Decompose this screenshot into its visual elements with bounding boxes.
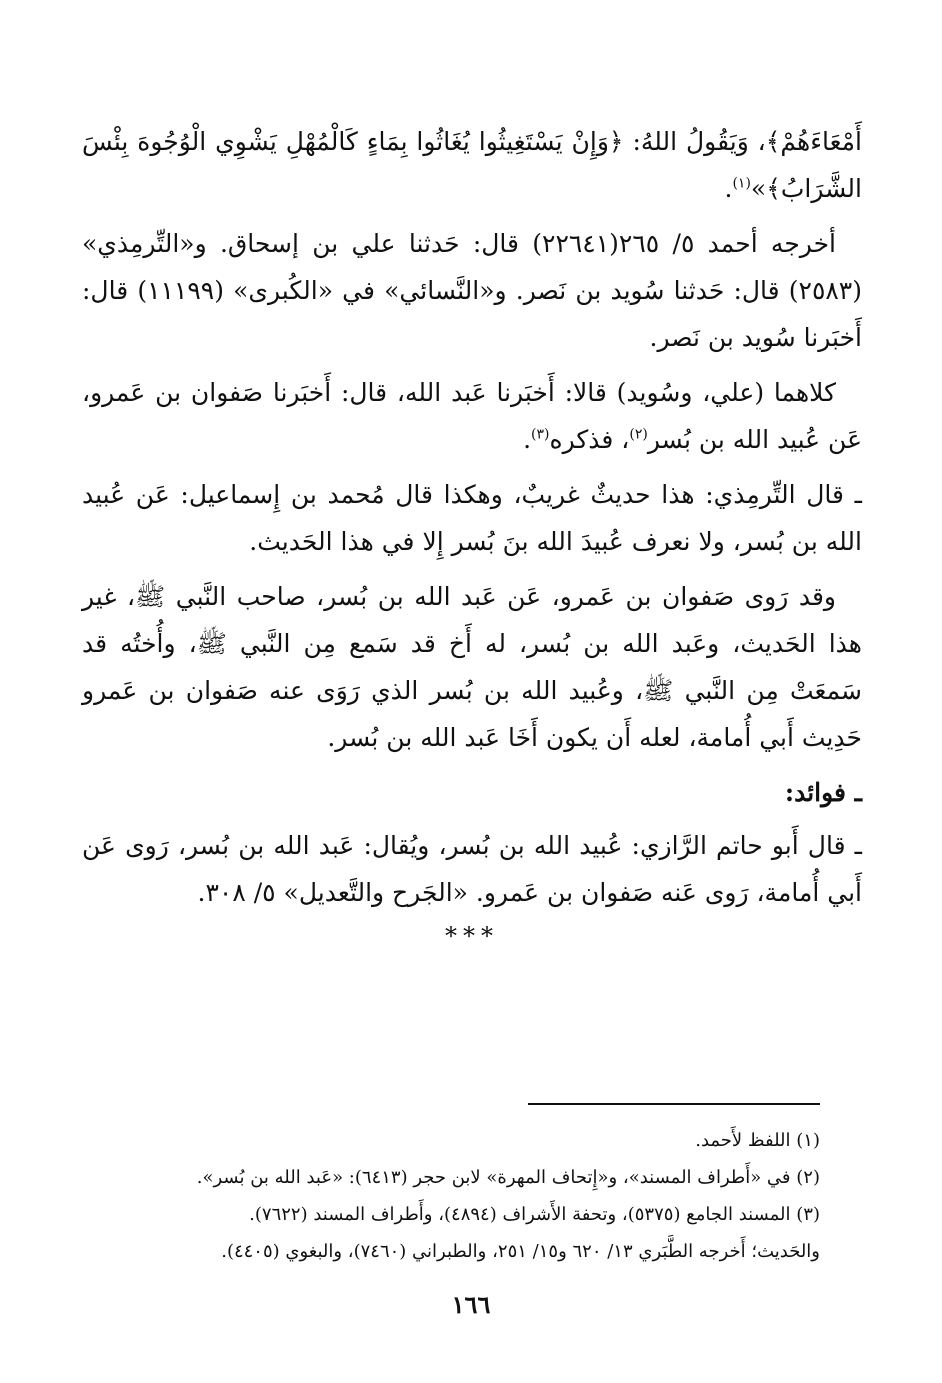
footnote-divider: [528, 1103, 820, 1105]
footnote-marker-3: (٣): [531, 426, 550, 443]
paragraph-3-text-a: كلاهما (علي، وسُويد) قالا: أَخبَرنا عَبد الله، قال: أَخبَرنا صَفوان بن عَمرو، عَن عُبيد الله بن بُسر: [82, 378, 862, 454]
page-number: ١٦٦: [451, 1290, 491, 1319]
footnote-marker-2: (٢): [629, 426, 648, 443]
section-heading-benefits: ـ فوائد:: [784, 778, 862, 807]
paragraph-quran-quote: أَمْعَاءَهُمْ﴾، وَيَقُولُ اللهُ: ﴿وَإِنْ يَسْتَغِيثُوا يُغَاثُوا بِمَاءٍ كَالْمُهْلِ يَشْوِي الْوُجُوهَ بِئْسَ الشَّرَابُ﴾»$^{(١)}$.: [82, 127, 862, 203]
paragraph-narration-notes: وقد رَوى صَفوان بن عَمرو، عَن عَبد الله بن بُسر، صاحب النَّبي ﷺ، غير هذا الحَديث، وعَبد الله بن بُسر، له أَخ قد سَمع مِن النَّبي ﷺ، وأُختُه قد سَمعَتْ مِن النَّبي ﷺ، وعُبيد الله بن بُسر الذي رَوَى عنه صَفوان بن عَمرو حَدِيث أَبي أُمامة، لعله أَن يكون أَخَا عَبد الله بن بُسر.: [82, 582, 862, 752]
paragraph-abu-hatim: ـ قال أَبو حاتم الرَّازي: عُبيد الله بن بُسر، ويُقال: عَبد الله بن بُسر، رَوى عَن أَبي أُمامة، رَوى عَنه صَفوان بن عَمرو. «الجَرح والتَّعديل» ٥/ ٣٠٨.: [82, 831, 862, 907]
footnote-3: (٣) المسند الجامع (٥٣٧٥)، وتحفة الأَشراف (٤٨٩٤)، وأَطراف المسند (٧٦٢٢).: [249, 1204, 820, 1225]
section-separator-stars: ***: [445, 922, 499, 950]
paragraph-chain: [82, 369, 862, 463]
paragraph-tirmidhi-comment: ـ قال التِّرمِذي: هذا حديثٌ غريبٌ، وهكذا قال مُحمد بن إِسماعيل: عَن عُبيد الله بن بُسر، ولا نعرف عُبيدَ الله بنَ بُسر إِلا في هذا الحَديث.: [82, 480, 862, 556]
footnote-marker-1: (١): [732, 175, 751, 192]
paragraph-3-text-b: ، فذكره: [549, 425, 630, 454]
footnote-2: (٢) في «أَطراف المسند»، و«إِتحاف المهرة» لابن حجر (٦٤١٣): «عَبد الله بن بُسر».: [196, 1167, 820, 1188]
paragraph-1-text: أَمْعَاءَهُمْ﴾، وَيَقُولُ اللهُ: ﴿وَإِنْ يَسْتَغِيثُوا يُغَاثُوا بِمَاءٍ كَالْمُهْلِ يَشْوِي الْوُجُوهَ بِئْسَ الشَّرَابُ﴾»: [82, 127, 862, 203]
footnotes: [100, 1122, 820, 1270]
footnote-3-continuation: والحَديث؛ أَخرجه الطَّبَري ١٣/ ٦٢٠ و١٥/ ٢٥١، والطبراني (٧٤٦٠)، والبغوي (٤٤٠٥).: [221, 1241, 820, 1262]
paragraph-3-text-c: .: [523, 425, 532, 454]
paragraph-takhrij: أخرجه أحمد ٥/ ٢٦٥(٢٢٦٤١) قال: حَدثنا علي بن إسحاق. و«التِّرمِذي» (٢٥٨٣) قال: حَدثنا سُويد بن نَصر. و«النَّسائي» في «الكُبرى» (١١١٩٩) قال: أَخبَرنا سُويد بن نَصر.: [82, 229, 862, 352]
main-text: [82, 118, 862, 956]
footnote-1: (١) اللفظ لأَحمد.: [695, 1130, 820, 1151]
